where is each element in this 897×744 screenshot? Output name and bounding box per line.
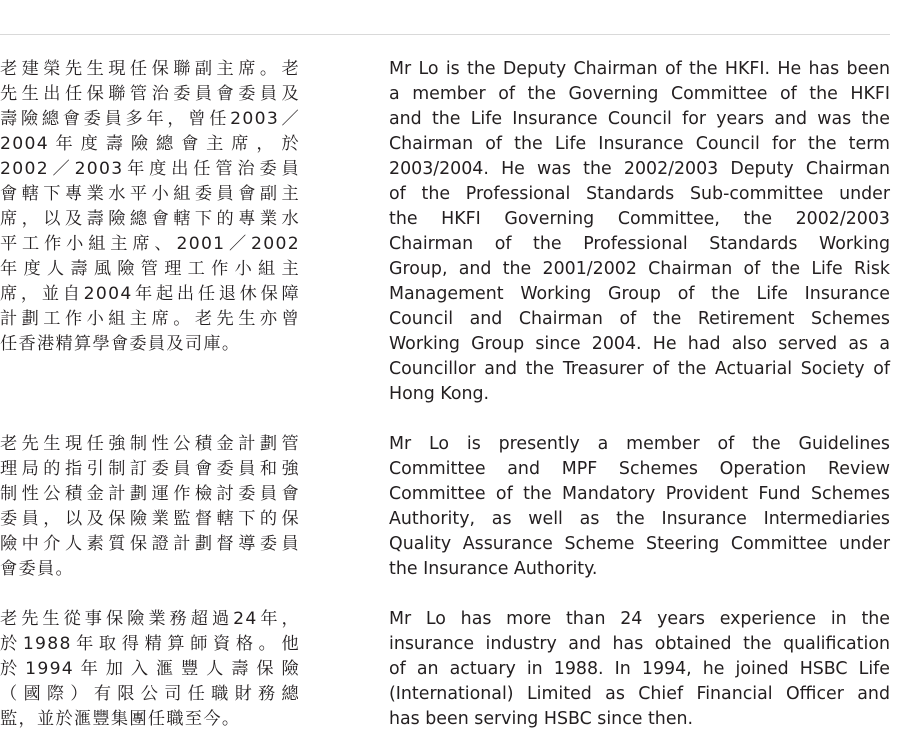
text-line: Committee of the Mandatory Provident Fund Schemes	[389, 484, 890, 504]
text-line: 於1988年取得精算師資格。他	[0, 634, 300, 654]
text-line: the Insurance Authority.	[389, 559, 598, 579]
text-line: 2004年度壽險總會主席，於	[0, 134, 300, 154]
text-line: of an actuary in 1988. In 1994, he joined HSBC Life	[389, 659, 890, 679]
text-line: 席，並自2004年起出任退休保障	[0, 284, 300, 304]
text-line: 計劃工作小組主席。老先生亦曾	[0, 309, 300, 329]
text-line: Working Group since 2004. He had also served as a	[389, 334, 890, 354]
text-line: 任香港精算學會委員及司庫。	[0, 334, 241, 354]
top-divider	[0, 34, 890, 35]
text-line: of the Professional Standards Sub-committee under	[389, 184, 890, 204]
text-line: 先生出任保聯管治委員會委員及	[0, 84, 300, 104]
text-line: has been serving HSBC since then.	[389, 709, 694, 729]
text-line: 會委員。	[0, 559, 74, 579]
chinese-paragraph-2	[0, 432, 300, 582]
text-line: 席，以及壽險總會轄下的專業水	[0, 209, 300, 229]
text-line: 2003/2004. He was the 2002/2003 Deputy Chairman	[389, 159, 890, 179]
text-line: Chairman of the Life Insurance Council for the term	[389, 134, 890, 154]
text-line: Mr Lo is presently a member of the Guidelines	[389, 434, 890, 454]
text-line: a member of the Governing Committee of the HKFI	[389, 84, 890, 104]
text-line: 平工作小組主席、2001／2002	[0, 234, 300, 254]
text-line: 制性公積金計劃運作檢討委員會	[0, 484, 300, 504]
text-line: (International) Limited as Chief Financial Officer and	[389, 684, 890, 704]
text-line: Councillor and the Treasurer of the Actuarial Society of	[389, 359, 890, 379]
text-line: 監，並於滙豐集團任職至今。	[0, 709, 241, 729]
text-line: the HKFI Governing Committee, the 2002/2003	[389, 209, 890, 229]
english-paragraph-2	[389, 432, 890, 582]
text-line: Chairman of the Professional Standards Working	[389, 234, 890, 254]
text-line: 理局的指引制訂委員會委員和強	[0, 459, 300, 479]
text-line: 年度人壽風險管理工作小組主	[0, 259, 300, 279]
text-line: 老先生從事保險業務超過24年，	[0, 609, 300, 629]
text-line: Council and Chairman of the Retirement Schemes	[389, 309, 890, 329]
text-line: 老先生現任強制性公積金計劃管	[0, 434, 300, 454]
text-line: 老建榮先生現任保聯副主席。老	[0, 59, 300, 79]
text-line: Committee and MPF Schemes Operation Review	[389, 459, 890, 479]
text-line: 於1994年加入滙豐人壽保險	[0, 659, 300, 679]
text-line: 委員，以及保險業監督轄下的保	[0, 509, 300, 529]
text-line: 壽險總會委員多年，曾任2003／	[0, 109, 300, 129]
text-line: 會轄下專業水平小組委員會副主	[0, 184, 300, 204]
text-line: （國際）有限公司任職財務總	[0, 684, 300, 704]
text-line: Authority, as well as the Insurance Intermediaries	[389, 509, 890, 529]
text-line: Group, and the 2001/2002 Chairman of the Life Risk	[389, 259, 890, 279]
english-paragraph-1	[389, 57, 890, 407]
text-line: Management Working Group of the Life Insurance	[389, 284, 890, 304]
english-paragraph-3	[389, 607, 890, 732]
text-line: Hong Kong.	[389, 384, 490, 404]
text-line: 險中介人素質保證計劃督導委員	[0, 534, 300, 554]
text-line: insurance industry and has obtained the qualification	[389, 634, 890, 654]
text-line: 2002／2003年度出任管治委員	[0, 159, 300, 179]
text-line: Mr Lo has more than 24 years experience in the	[389, 609, 890, 629]
chinese-paragraph-1	[0, 57, 300, 357]
text-line: Quality Assurance Scheme Steering Committee under	[389, 534, 890, 554]
chinese-paragraph-3	[0, 607, 300, 732]
text-line: Mr Lo is the Deputy Chairman of the HKFI. He has been	[389, 59, 890, 79]
text-line: and the Life Insurance Council for years and was the	[389, 109, 890, 129]
